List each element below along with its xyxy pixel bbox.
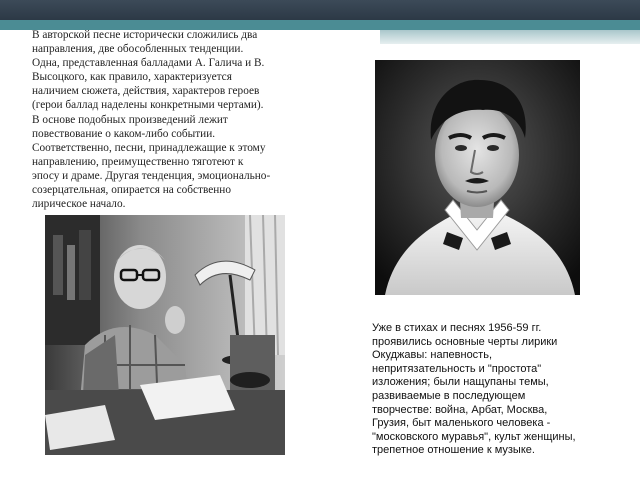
caption-line: трепетное отношение к музыке. [372,444,535,457]
caption-line: творчестве: война, Арбат, Москва, [372,403,548,416]
intro-line: эпосу и драме. Другая тенденция, эмоционально- [32,169,271,182]
caption-line: проявились основные черты лирики [372,335,558,348]
portrait-photo [375,60,580,295]
intro-line: В авторской песне исторически сложились два [32,29,258,41]
caption-line: Уже в стихах и песнях 1956-59 гг. [372,322,542,334]
caption-line: "московского муравья", культ женщины, [372,430,576,443]
caption-paragraph [368,322,630,458]
intro-line: созерцательная, опирается на собственно [32,184,231,197]
caption-line: непритязательность и "простота" [372,362,542,375]
intro-line: В основе подобных произведений лежит [32,113,228,126]
caption-line: Окуджавы: напевность, [372,349,493,362]
intro-paragraph [32,28,352,211]
intro-line: Высоцкого, как правило, характеризуется [32,71,232,84]
desk-photo [45,215,285,455]
intro-line: (герои баллад наделены конкретными чертами). [32,99,264,112]
intro-line: лирическое начало. [32,198,126,211]
intro-line: повествование о каком-либо событии. [32,127,216,140]
header-bar-light [380,30,640,44]
caption-line: развиваемые в последующем [372,389,526,402]
intro-line: наличием сюжета, действия, характеров героев [32,85,260,98]
header-bar-dark [0,0,640,20]
intro-line: Одна, представленная балладами А. Галича и В. [32,57,265,70]
caption-line: Грузия, быт маленького человека - [372,417,551,430]
intro-line: Соответственно, песни, принадлежащие к этому [32,141,266,154]
caption-line: изложения; были нащупаны темы, [372,376,549,389]
intro-line: направлению, преимущественно тяготеют к [32,155,244,168]
intro-line: направления, две обособленных тенденции. [32,43,244,56]
